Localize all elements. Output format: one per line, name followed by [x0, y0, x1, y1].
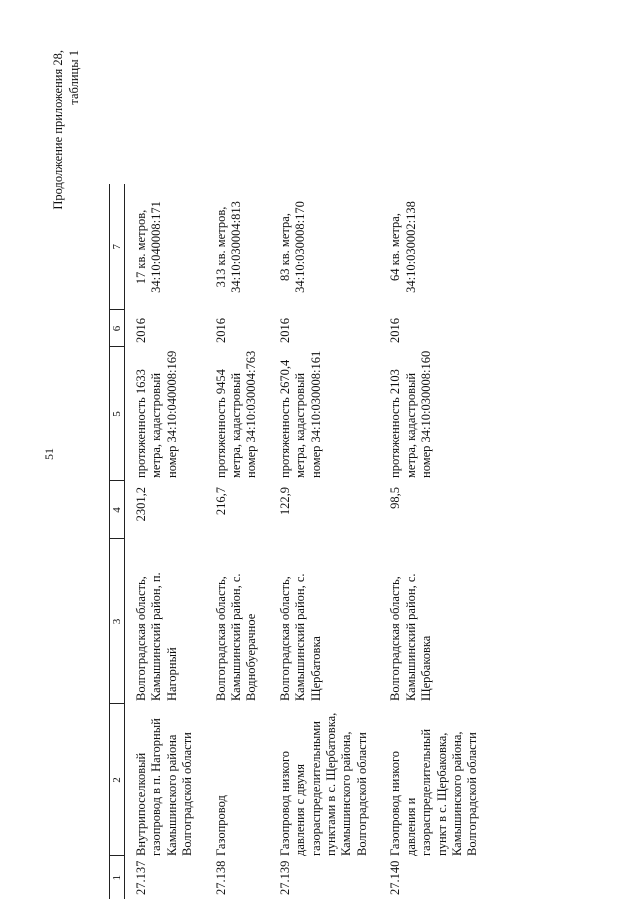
object-characteristics: протяженность 2670,4 метра, кадастровый номер 34:10:030008:161	[277, 350, 323, 478]
object-name: Газопровод	[213, 795, 228, 856]
row-number: 27.140	[388, 860, 403, 895]
object-value: 122,9	[277, 487, 292, 516]
land-plot: 17 кв. метров, 34:10:040008:171	[134, 201, 164, 293]
col-header-4: 4	[110, 481, 125, 539]
object-year: 2016	[213, 318, 228, 343]
object-value: 2301,2	[134, 487, 148, 522]
object-address: Волгоградская область, Камышинский район, п. Нагорный	[134, 572, 179, 701]
col-header-7: 7	[110, 184, 125, 310]
object-name: Газопровод низкого давления и газораспределительный пункт в с. Щербаковка, Камышинского района, Волгоградской области	[388, 728, 480, 856]
page-number: 51	[42, 448, 56, 460]
row-number: 27.137	[134, 860, 148, 895]
object-address: Волгоградская область, Камышинский район, с. Щербаковка	[388, 573, 434, 701]
row-number: 27.138	[213, 860, 228, 895]
object-year: 2016	[388, 318, 403, 343]
object-characteristics: протяженность 9454 метра, кадастровый номер 34:10:030004:763	[213, 350, 259, 478]
column-number-row	[110, 184, 125, 899]
object-address: Волгоградская область, Камышинский район, с. Воднобуерачное	[213, 573, 259, 701]
object-name: Внутрипоселковый газопровод в п. Нагорный Камышинского района Волгоградской области	[134, 718, 195, 856]
row-number: 27.139	[277, 860, 292, 895]
object-characteristics: протяженность 1633 метра, кадастровый номер 34:10:040008:169	[134, 350, 179, 478]
continuation-line-2: таблицы 1	[67, 50, 81, 105]
land-plot: 313 кв. метров, 34:10:030004:813	[213, 201, 244, 293]
land-plot: 64 кв. метра, 34:10:030002:138	[388, 201, 418, 293]
land-plot: 83 кв. метра, 34:10:030008:170	[277, 201, 308, 293]
table-row	[125, 184, 205, 899]
object-value: 216,7	[213, 487, 228, 516]
object-address: Волгоградская область, Камышинский район, с. Щербатовка	[277, 573, 323, 701]
object-year: 2016	[134, 318, 148, 343]
col-header-3: 3	[110, 539, 125, 704]
col-header-2: 2	[110, 704, 125, 856]
object-characteristics: протяженность 2103 метра, кадастровый номер 34:10:030008:160	[388, 350, 434, 478]
table-row	[205, 184, 269, 899]
object-year: 2016	[277, 318, 292, 343]
continuation-note	[50, 50, 82, 250]
registry-table	[109, 184, 490, 899]
table-row	[269, 184, 379, 899]
col-header-5: 5	[110, 347, 125, 481]
col-header-6: 6	[110, 310, 125, 347]
object-name: Газопровод низкого давления с двумя газораспределительными пунктами в с. Щербатовка, Камышинского района, Волгоградской области	[277, 712, 369, 856]
continuation-line-1: Продолжение приложения 28,	[51, 50, 65, 210]
table-row	[379, 184, 489, 899]
col-header-1: 1	[110, 856, 125, 899]
object-value: 98,5	[388, 487, 403, 509]
